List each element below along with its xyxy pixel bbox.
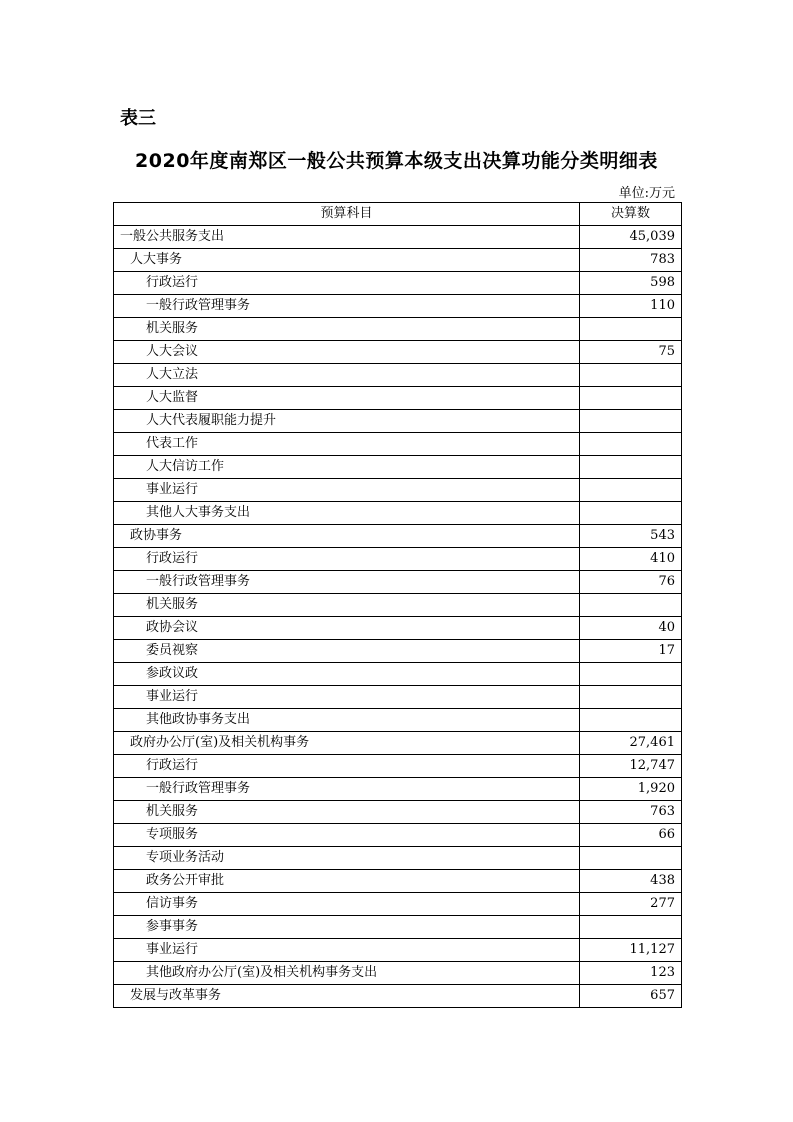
row-amount: [580, 433, 682, 456]
table-row: [114, 778, 682, 801]
table-row: [114, 870, 682, 893]
table-row: [114, 295, 682, 318]
row-subject: 政府办公厅(室)及相关机构事务: [114, 732, 580, 755]
row-subject: 机关服务: [114, 594, 580, 617]
row-amount: 17: [580, 640, 682, 663]
table-row: [114, 594, 682, 617]
row-subject: 政务公开审批: [114, 870, 580, 893]
row-amount: 11,127: [580, 939, 682, 962]
row-subject: 代表工作: [114, 433, 580, 456]
row-subject: 一般行政管理事务: [114, 295, 580, 318]
row-subject: 发展与改革事务: [114, 985, 580, 1008]
row-subject: 行政运行: [114, 548, 580, 571]
row-amount: 76: [580, 571, 682, 594]
row-amount: 110: [580, 295, 682, 318]
row-amount: 123: [580, 962, 682, 985]
row-amount: [580, 709, 682, 732]
table-row: [114, 456, 682, 479]
row-subject: 机关服务: [114, 318, 580, 341]
row-amount: [580, 479, 682, 502]
row-amount: 277: [580, 893, 682, 916]
row-subject: 事业运行: [114, 479, 580, 502]
row-amount: 410: [580, 548, 682, 571]
column-header-subject: 预算科目: [114, 203, 580, 226]
table-row: [114, 962, 682, 985]
table-row: [114, 479, 682, 502]
row-subject: 信访事务: [114, 893, 580, 916]
row-subject: 人大信访工作: [114, 456, 580, 479]
table-row: [114, 548, 682, 571]
unit-label: 单位:万元: [618, 186, 675, 201]
table-row: [114, 272, 682, 295]
table-row: [114, 364, 682, 387]
table-row: [114, 433, 682, 456]
row-subject: 一般公共服务支出: [114, 226, 580, 249]
row-subject: 专项业务活动: [114, 847, 580, 870]
budget-table: [113, 202, 682, 1008]
table-row: [114, 893, 682, 916]
row-subject: 其他政府办公厅(室)及相关机构事务支出: [114, 962, 580, 985]
table-row: [114, 985, 682, 1008]
row-amount: [580, 594, 682, 617]
row-amount: [580, 387, 682, 410]
row-amount: 783: [580, 249, 682, 272]
table-row: [114, 755, 682, 778]
table-row: [114, 502, 682, 525]
table-row: [114, 686, 682, 709]
row-subject: 人大监督: [114, 387, 580, 410]
row-amount: 1,920: [580, 778, 682, 801]
table-row: [114, 939, 682, 962]
table-row: [114, 801, 682, 824]
table-row: [114, 709, 682, 732]
row-amount: [580, 410, 682, 433]
row-amount: 12,747: [580, 755, 682, 778]
row-subject: 政协会议: [114, 617, 580, 640]
row-amount: [580, 364, 682, 387]
row-subject: 政协事务: [114, 525, 580, 548]
row-subject: 事业运行: [114, 939, 580, 962]
row-subject: 委员视察: [114, 640, 580, 663]
row-subject: 一般行政管理事务: [114, 778, 580, 801]
table-label: 表三: [120, 108, 156, 129]
column-header-amount: 决算数: [580, 203, 682, 226]
row-amount: 438: [580, 870, 682, 893]
row-subject: 其他政协事务支出: [114, 709, 580, 732]
row-subject: 人大事务: [114, 249, 580, 272]
row-amount: [580, 663, 682, 686]
row-amount: 27,461: [580, 732, 682, 755]
table-row: [114, 318, 682, 341]
row-subject: 行政运行: [114, 755, 580, 778]
table-header-row: [114, 203, 682, 226]
row-subject: 行政运行: [114, 272, 580, 295]
table-row: [114, 249, 682, 272]
row-amount: [580, 686, 682, 709]
table-row: [114, 341, 682, 364]
row-amount: 45,039: [580, 226, 682, 249]
table-row: [114, 732, 682, 755]
row-amount: [580, 318, 682, 341]
table-row: [114, 387, 682, 410]
row-subject: 人大会议: [114, 341, 580, 364]
row-subject: 专项服务: [114, 824, 580, 847]
row-subject: 其他人大事务支出: [114, 502, 580, 525]
table-row: [114, 571, 682, 594]
row-amount: [580, 847, 682, 870]
table-body: [114, 226, 682, 1008]
row-amount: [580, 502, 682, 525]
table-row: [114, 847, 682, 870]
page-title: 2020年度南郑区一般公共预算本级支出决算功能分类明细表: [135, 150, 658, 172]
table-row: [114, 824, 682, 847]
row-amount: 75: [580, 341, 682, 364]
row-amount: 763: [580, 801, 682, 824]
row-amount: [580, 456, 682, 479]
table-row: [114, 617, 682, 640]
row-amount: 657: [580, 985, 682, 1008]
row-subject: 一般行政管理事务: [114, 571, 580, 594]
row-amount: 543: [580, 525, 682, 548]
row-subject: 人大立法: [114, 364, 580, 387]
row-amount: [580, 916, 682, 939]
row-amount: 66: [580, 824, 682, 847]
row-subject: 机关服务: [114, 801, 580, 824]
row-subject: 参事事务: [114, 916, 580, 939]
table-row: [114, 640, 682, 663]
row-subject: 人大代表履职能力提升: [114, 410, 580, 433]
row-amount: 40: [580, 617, 682, 640]
table-row: [114, 226, 682, 249]
table-row: [114, 410, 682, 433]
row-subject: 事业运行: [114, 686, 580, 709]
row-amount: 598: [580, 272, 682, 295]
row-subject: 参政议政: [114, 663, 580, 686]
table-row: [114, 663, 682, 686]
table-row: [114, 916, 682, 939]
table-row: [114, 525, 682, 548]
